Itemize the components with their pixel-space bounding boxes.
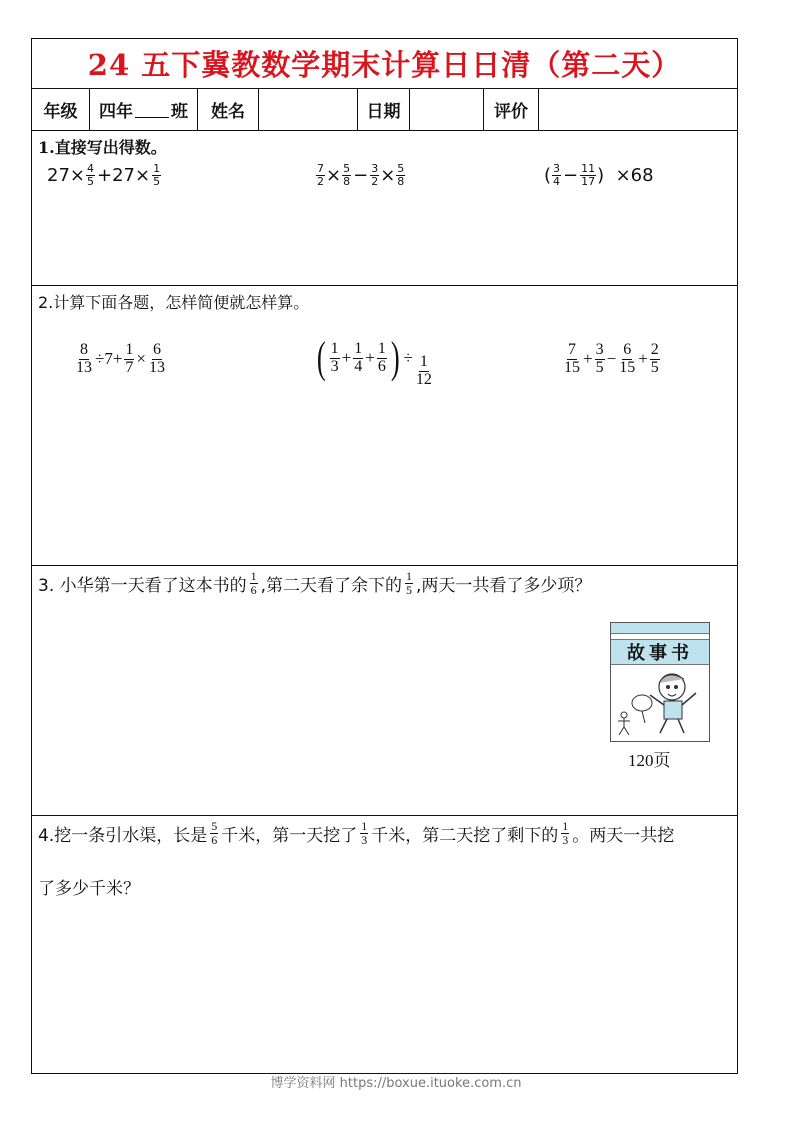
q1-expr-2: $\frac{7}{2}$ × $\frac{5}{8}$ − $\frac{3}{2}$ × $\frac{5}{8}$ [317, 162, 405, 188]
rating-label: 评价 [484, 89, 539, 130]
question-3 [32, 566, 737, 816]
q1-expr-3: ( $\frac{3}{4}$ − $\frac{11}{17}$ ) ×68 [544, 162, 654, 188]
question-1 [32, 131, 737, 286]
question-3-text: 3. 小华第一天看了这本书的 $\frac{1}{6}$ ,第二天看了余下的 $\frac{1}{5}$ ,两天一共看了多少项？ [38, 569, 592, 597]
q2-expr-3: $\frac{7}{15}$ + $\frac{3}{5}$ − $\frac{6}{15}$ + $\frac{2}{5}$ [564, 341, 659, 376]
class-blank[interactable] [135, 101, 169, 118]
book-title: 故事书 [611, 639, 709, 665]
question-4-line-1: 4.挖一条引水渠，长是 $\frac{5}{6}$ 千米，第一天挖了 $\frac{1}{3}$ 千米，第二天挖了剩下的 $\frac{1}{3}$ 。两天一共挖 [38, 819, 675, 847]
rating-field[interactable] [539, 89, 737, 130]
worksheet [31, 38, 738, 1074]
title-row [32, 39, 737, 89]
storybook-illustration [610, 622, 710, 742]
info-row [32, 89, 737, 131]
boy-illustration [612, 665, 708, 741]
name-label: 姓名 [198, 89, 259, 130]
question-1-title: 1.直接写出得数。 [38, 138, 167, 157]
question-4-line-2: 了多少千米？ [38, 879, 140, 899]
question-2 [32, 286, 737, 566]
q4-fraction-3: $\frac{1}{3}$ [562, 819, 569, 847]
footer-watermark: 博学资料网 https://boxue.ituoke.com.cn [270, 1076, 522, 1091]
class-suffix: 班 [171, 102, 188, 122]
question-4 [32, 816, 737, 1075]
q1-expr-1: 27× $\frac{4}{5}$ +27× $\frac{1}{5}$ [47, 162, 161, 188]
date-field[interactable] [410, 89, 484, 130]
date-label: 日期 [358, 89, 410, 130]
name-field[interactable] [259, 89, 358, 130]
question-2-title: 2.计算下面各题，怎样简便就怎样算。 [38, 293, 310, 312]
grade-label: 年级 [32, 89, 90, 130]
q2-expr-2: ( $\frac{1}{3}$ + $\frac{1}{4}$ + $\frac{1}{6}$ ) ÷ $\frac{1}{12}$ [316, 333, 432, 388]
q4-fraction-1: $\frac{5}{6}$ [211, 819, 218, 847]
book-caption: 120页 [628, 751, 671, 770]
q3-fraction-1: $\frac{1}{6}$ [250, 569, 257, 597]
q3-fraction-2: $\frac{1}{5}$ [406, 569, 413, 597]
class-prefix: 四年 [99, 102, 133, 122]
class-field[interactable] [90, 89, 198, 130]
q2-expr-1: $\frac{8}{13}$ ÷7+ $\frac{1}{7}$ × $\frac{6}{13}$ [76, 341, 166, 376]
q4-fraction-2: $\frac{1}{3}$ [361, 819, 368, 847]
page-title: 24 五下冀教数学期末计算日日清（第二天） [87, 48, 682, 82]
